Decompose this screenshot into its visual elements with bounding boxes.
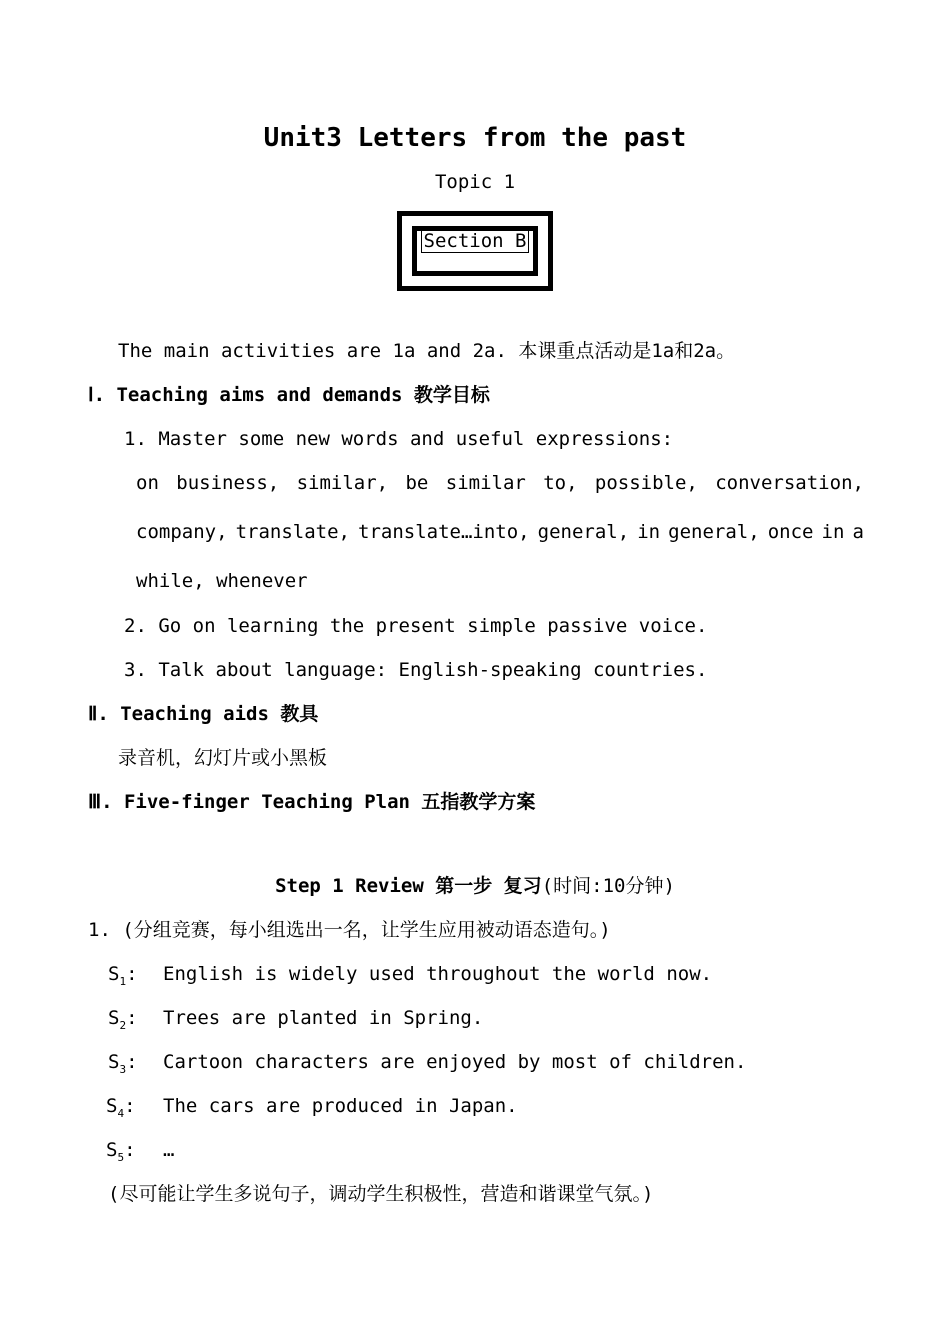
vocab-word: translate…into, bbox=[358, 521, 530, 543]
step-time: (时间:10分钟) bbox=[541, 875, 675, 897]
sentence-text: Trees are planted in Spring. bbox=[163, 1007, 484, 1029]
aids-text: 录音机，幻灯片或小黑板 bbox=[118, 747, 328, 769]
vocab-word: similar bbox=[445, 472, 526, 494]
vocab-line-3: while, whenever bbox=[136, 570, 308, 592]
vocab-word: general, bbox=[537, 521, 630, 543]
speaker-sub: 2 bbox=[119, 1018, 127, 1032]
speaker-label: S bbox=[108, 963, 120, 985]
vocab-line-1 bbox=[136, 471, 864, 495]
sentence-text: English is widely used throughout the world now. bbox=[163, 963, 713, 985]
heading-aims: Ⅰ. Teaching aims and demands 教学目标 bbox=[88, 384, 490, 406]
heading-aids: Ⅱ. Teaching aids 教具 bbox=[88, 703, 319, 725]
vocab-word: once bbox=[767, 521, 814, 543]
sentence-row: $S_2$: Trees are planted in Spring. bbox=[108, 1007, 484, 1032]
speaker-label: S bbox=[108, 1007, 120, 1029]
speaker-sub: 5 bbox=[117, 1150, 125, 1164]
vocab-word: translate, bbox=[235, 521, 350, 543]
speaker-sub: 1 bbox=[119, 974, 127, 988]
vocab-word: in bbox=[821, 521, 845, 543]
vocab-word: in bbox=[637, 521, 661, 543]
vocab-word: similar, bbox=[296, 472, 389, 494]
sentence-text: Cartoon characters are enjoyed by most of children. bbox=[163, 1051, 747, 1073]
heading-plan: Ⅲ. Five-finger Teaching Plan 五指教学方案 bbox=[88, 791, 536, 813]
vocab-word: company, bbox=[136, 521, 228, 543]
sentence-row: $S_1$: English is widely used throughout the world now. bbox=[108, 963, 713, 988]
aim-3: 3. Talk about language: English-speaking countries. bbox=[124, 659, 708, 681]
vocab-word: to, bbox=[543, 472, 578, 494]
sentence-row: $S_4$: The cars are produced in Japan. bbox=[106, 1095, 518, 1120]
speaker-sub: 3 bbox=[119, 1062, 127, 1076]
aim-2: 2. Go on learning the present simple passive voice. bbox=[124, 615, 708, 637]
topic-label: Topic 1 bbox=[434, 171, 516, 193]
vocab-line-2 bbox=[136, 520, 864, 544]
note-text: (尽可能让学生多说句子，调动学生积极性，营造和谐课堂气氛。) bbox=[108, 1183, 654, 1205]
vocab-word: business, bbox=[176, 472, 280, 494]
sentence-row: $S_5$: … bbox=[106, 1139, 175, 1164]
sentence-text: The cars are produced in Japan. bbox=[163, 1095, 518, 1117]
vocab-word: general, bbox=[668, 521, 760, 543]
speaker-label: S bbox=[106, 1139, 118, 1161]
speaker-label: S bbox=[108, 1051, 120, 1073]
item-1: 1. (分组竞赛，每小组选出一名，让学生应用被动语态造句。) bbox=[88, 919, 611, 941]
vocab-word: on bbox=[136, 472, 159, 494]
step-heading bbox=[0, 874, 950, 898]
sentence-row: $S_3$: Cartoon characters are enjoyed by most of children. bbox=[108, 1051, 747, 1076]
vocab-word: possible, bbox=[594, 472, 698, 494]
page-title: Unit3 Letters from the past bbox=[263, 123, 687, 153]
sentence-text: … bbox=[163, 1139, 175, 1161]
intro-text: The main activities are 1a and 2a. 本课重点活动是1a和2a。 bbox=[118, 340, 736, 362]
section-frame bbox=[397, 211, 553, 291]
speaker-sub: 4 bbox=[117, 1106, 125, 1120]
step-title: Step 1 Review 第一步 复习 bbox=[275, 875, 542, 897]
vocab-word: be bbox=[405, 472, 429, 494]
vocab-word: conversation, bbox=[715, 472, 864, 494]
section-label: Section B bbox=[423, 230, 527, 252]
speaker-label: S bbox=[106, 1095, 118, 1117]
vocab-word: a bbox=[852, 521, 864, 543]
aim-1: 1. Master some new words and useful expressions: bbox=[124, 428, 674, 450]
